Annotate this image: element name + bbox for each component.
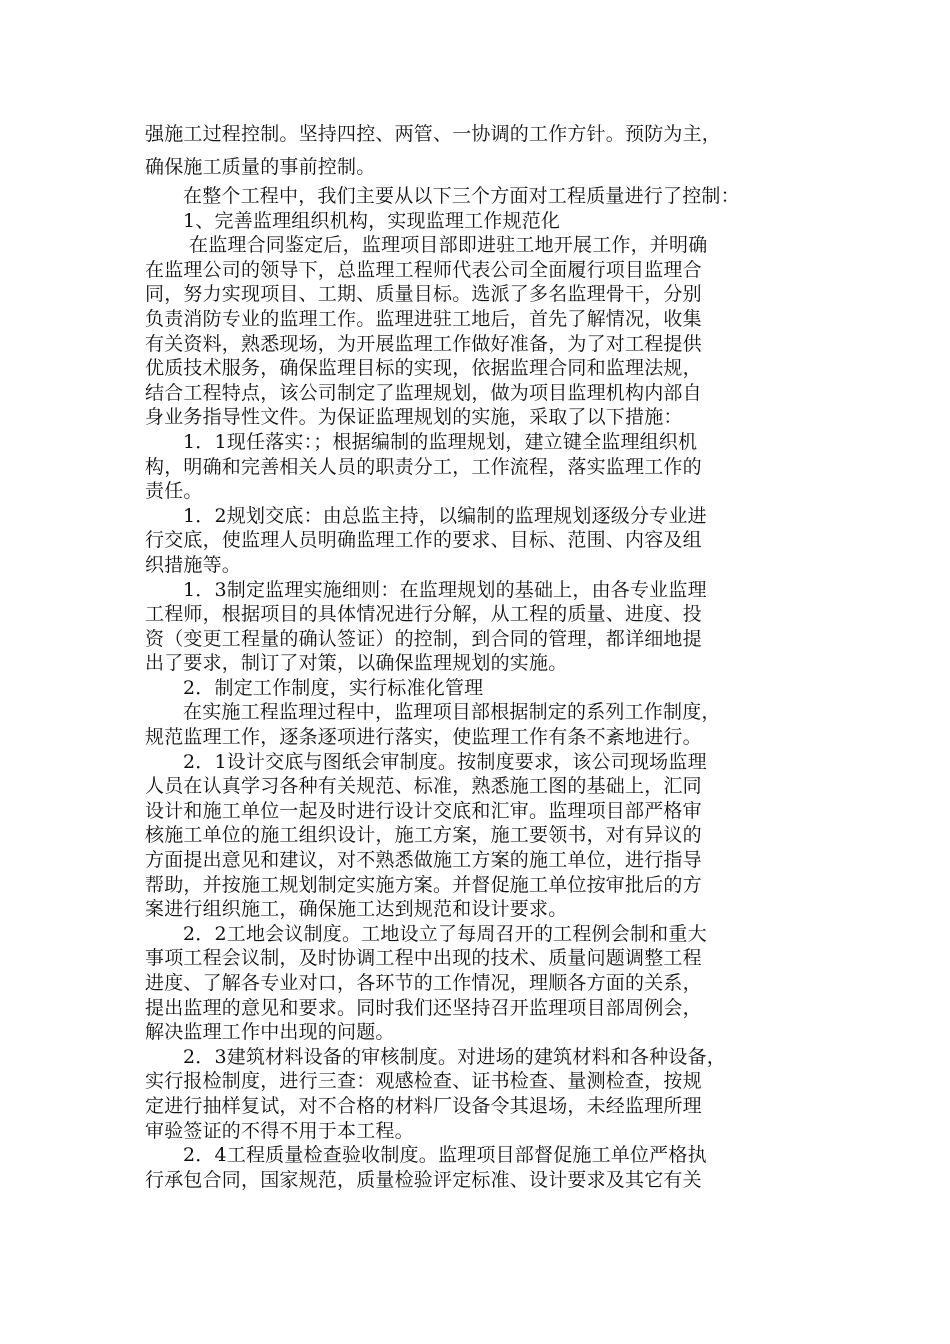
paragraph-line: 核施工单位的施工组织设计，施工方案，施工要领书，对有异议的 (145, 824, 702, 847)
paragraph-line: 2．2工地会议制度。工地设立了每周召开的工程例会制和重大 (183, 922, 707, 945)
paragraph-line: 确保施工质量的事前控制。 (145, 156, 376, 178)
paragraph-line: 规范监理工作，逐条逐项进行落实，使监理工作有条不紊地进行。 (145, 726, 702, 749)
paragraph-line: 工程师，根据项目的具体情况进行分解，从工程的质量、进度、投 (145, 603, 702, 626)
paragraph-line: 人员在认真学习各种有关规范、标准，熟悉施工图的基础上，汇同 (145, 775, 702, 798)
paragraph-line: 2．3建筑材料设备的审核制度。对进场的建筑材料和各种设备， (183, 1045, 726, 1068)
paragraph-line: 结合工程特点，该公司制定了监理规划，做为项目监理机构内部自 (145, 381, 702, 404)
paragraph-line: 进度、了解各专业对口，各环节的工作情况，理顺各方面的关系， (145, 972, 702, 994)
paragraph-line: 行交底，使监理人员明确监理工作的要求、目标、范围、内容及组 (145, 529, 702, 552)
paragraph-line: 实行报检制度，进行三查：观感检查、证书检查、量测检查，按规 (145, 1070, 702, 1093)
paragraph-line: 出了要求，制订了对策，以确保监理规划的实施。 (145, 652, 568, 675)
paragraph-line: 有关资料，熟悉现场，为开展监理工作做好准备，为了对工程提供 (145, 332, 702, 355)
paragraph-line: 同，努力实现项目、工期、质量目标。选派了多名监理骨干，分别 (145, 283, 702, 306)
paragraph-line: 设计和施工单位一起及时进行设计交底和汇审。监理项目部严格审 (145, 799, 702, 822)
paragraph-line: 1．1现任落实：；根据编制的监理规划，建立键全监理组织机 (183, 430, 698, 453)
section-heading: 1、完善监理组织机构，实现监理工作规范化 (183, 209, 561, 232)
paragraph-line: 优质技术服务，确保监理目标的实现，依据监理合同和监理法规， (145, 357, 702, 380)
paragraph-line: 构，明确和完善相关人员的职责分工，工作流程，落实监理工作的 (145, 455, 702, 478)
paragraph-line: 1．2规划交底：由总监主持，以编制的监理规划逐级分专业进 (183, 504, 707, 527)
paragraph-line: 在实施工程监理过程中，监理项目部根据制定的系列工作制度， (183, 701, 721, 724)
paragraph-line: 织措施等。 (145, 553, 242, 576)
paragraph-line: 责任。 (145, 480, 203, 503)
paragraph-line: 在监理合同鉴定后，监理项目部即进驻工地开展工作，并明确 (189, 234, 708, 257)
paragraph-line: 在监理公司的领导下，总监理工程师代表公司全面履行项目监理合 (145, 258, 702, 281)
paragraph-line: 负责消防专业的监理工作。监理进驻工地后，首先了解情况，收集 (145, 307, 702, 330)
paragraph-line: 解决监理工作中出现的问题。 (145, 1021, 395, 1044)
document-body (145, 118, 815, 1192)
paragraph-line: 提出监理的意见和要求。同时我们还坚持召开监理项目部周例会， (145, 996, 702, 1019)
paragraph-line: 资（变更工程量的确认签证）的控制，到合同的管理，都详细地提 (145, 627, 702, 650)
paragraph-line: 强施工过程控制。坚持四控、两管、一协调的工作方针。预防为主， (145, 123, 722, 145)
paragraph-line: 定进行抽样复试，对不合格的材料厂设备令其退场，未经监理所理 (145, 1094, 702, 1117)
paragraph-line: 身业务指导性文件。为保证监理规划的实施，采取了以下措施： (145, 406, 683, 429)
paragraph-line: 2．4工程质量检查验收制度。监理项目部督促施工单位严格执 (183, 1144, 707, 1167)
paragraph-line: 案进行组织施工，确保施工达到规范和设计要求。 (145, 898, 568, 921)
paragraph-line: 在整个工程中，我们主要从以下三个方面对工程质量进行了控制： (183, 185, 740, 207)
paragraph-line: 行承包合同，国家规范，质量检验评定标准、设计要求及其它有关 (145, 1168, 702, 1191)
paragraph-line: 方面提出意见和建议，对不熟悉做施工方案的施工单位，进行指导 (145, 849, 702, 872)
paragraph-line: 审验签证的不得不用于本工程。 (145, 1119, 414, 1142)
paragraph-line: 帮助，并按施工规划制定实施方案。并督促施工单位按审批后的方 (145, 873, 702, 896)
paragraph-line: 事项工程会议制，及时协调工程中出现的技术、质量问题调整工程 (145, 947, 702, 970)
paragraph-line: 1．3制定监理实施细则：在监理规划的基础上，由各专业监理 (183, 578, 707, 601)
paragraph-line: 2．1设计交底与图纸会审制度。按制度要求，该公司现场监理 (183, 750, 707, 773)
section-heading: 2．制定工作制度，实行标准化管理 (183, 676, 484, 699)
